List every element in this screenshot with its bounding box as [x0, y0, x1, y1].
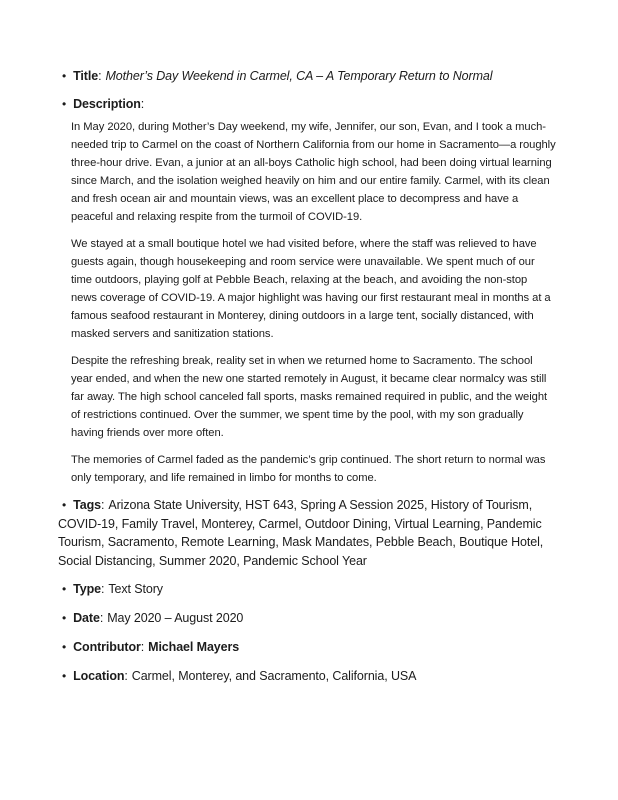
description-label: Description: [73, 97, 141, 111]
type-value: Text Story: [108, 582, 163, 596]
field-description: [58, 95, 556, 113]
description-paragraph-3: Despite the refreshing break, reality set in when we returned home to Sacramento. The school year ended, and when the new one started remotely in August, it became clear normalcy was still far away. The high school canceled fall sports, masks remained required in public, and the weight of restrictions continued. Over the summer, we spent time by the pool, with my son gradually having friends over more often.: [71, 355, 548, 439]
bullet-icon: •: [62, 611, 67, 625]
bullet-icon: •: [62, 669, 67, 683]
location-value: Carmel, Monterey, and Sacramento, California, USA: [131, 669, 417, 683]
field-location: [58, 667, 556, 685]
bullet-icon: •: [62, 69, 67, 83]
title-value: Mother’s Day Weekend in Carmel, CA – A Temporary Return to Normal: [105, 69, 493, 83]
description-paragraph-4: The memories of Carmel faded as the pandemic’s grip continued. The short return to normal was only temporary, and life remained in limbo for months to come.: [71, 454, 546, 484]
field-type: [58, 580, 556, 598]
title-colon: :: [98, 69, 102, 83]
type-label: Type: [73, 582, 101, 596]
tags-label: Tags: [73, 498, 101, 512]
field-contributor: [58, 638, 556, 656]
description-colon: :: [140, 97, 145, 111]
bullet-icon: •: [62, 640, 67, 654]
bullet-icon: •: [62, 582, 67, 596]
date-colon: :: [99, 611, 104, 625]
contributor-value: Michael Mayers: [148, 640, 240, 654]
description-paragraph-1: In May 2020, during Mother’s Day weekend, my wife, Jennifer, our son, Evan, and I took a much-needed trip to Carmel on the coast of Northern California from our home in Sacramento—a roughly three-hour drive. Evan, a junior at an all-boys Catholic high school, had been doing virtual learning since March, and the isolation weighed heavily on him and our entire family. Carmel, with its clean and fresh ocean air and mountain views, was an excellent place to decompress and have a peaceful and relaxing respite from the turmoil of COVID-19.: [71, 121, 556, 223]
title-label: Title: [73, 69, 99, 83]
bullet-icon: •: [62, 97, 67, 111]
tags-colon: :: [100, 498, 105, 512]
field-title: [58, 67, 556, 85]
bullet-icon: •: [62, 498, 67, 512]
location-colon: :: [124, 669, 128, 683]
description-paragraph-2: We stayed at a small boutique hotel we had visited before, where the staff was relieved to have guests again, though housekeeping and room service were unavailable. We spent much of our time outdoors, playing golf at Pebble Beach, relaxing at the beach, and avoiding the non-stop news coverage of COVID-19. A major highlight was having our first restaurant meal in months at a famous seafood restaurant in Monterey, dining outdoors in a large tent, socially distanced, with masked servers and sanitization stations.: [71, 238, 551, 340]
contributor-label: Contributor: [73, 640, 141, 654]
date-value: May 2020 – August 2020: [107, 611, 244, 625]
tags-value: Arizona State University, HST 643, Spring A Session 2025, History of Tourism, COVID-19, Family Travel, Monterey, Carmel, Outdoor Dining, Virtual Learning, Pandemic Tourism, Sacramento, Remote Learning, Mask Mandates, Pebble Beach, Boutique Hotel, Social Distancing, Summer 2020, Pandemic School Year: [58, 498, 544, 568]
contributor-colon: :: [140, 640, 145, 654]
location-label: Location: [73, 669, 125, 683]
field-date: [58, 609, 556, 627]
date-label: Date: [73, 611, 100, 625]
type-colon: :: [100, 582, 105, 596]
field-tags: [58, 496, 556, 570]
